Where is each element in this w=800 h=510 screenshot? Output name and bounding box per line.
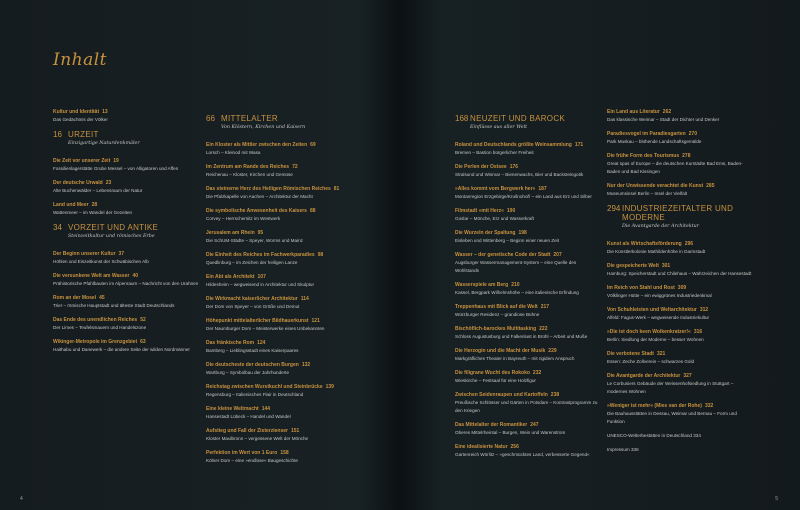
entry-page-number: 63: [140, 339, 146, 345]
toc-entry[interactable]: [53, 108, 199, 124]
entry-subtitle: Goslar – Mönche, Erz und Wasserkraft: [455, 216, 534, 221]
entry-subtitle: Alte Buchenwälder – Lebensraum der Natur: [53, 188, 143, 193]
entry-title-line: [53, 272, 199, 280]
entry-subtitle: Das Gedächtnis der Völker: [53, 117, 108, 122]
entry-subtitle: Das klassische Weimar – Stadt der Dichter und Denker: [607, 117, 720, 122]
entry-subtitle: Die Bauhausstätten in Dessau, Weimar und Bernau – Form und Funktion: [607, 411, 737, 424]
entry-subtitle: Die Künstlerkolonie Mathildenhöhe in Darmstadt: [607, 249, 706, 254]
entry-subtitle: Regensburg – Italienisches Flair in Deutschland: [206, 392, 304, 397]
entry-subtitle: Wieskirche – Festsaal für eine Holzfigur: [455, 378, 536, 383]
entry-title-line: [53, 338, 199, 346]
entry-title: Die Avantgarde der Architektur: [607, 373, 681, 379]
entry-title: Das Mittelalter der Romantiker: [455, 422, 528, 428]
chapter-subtitle: Einflüsse aus aller Welt: [470, 125, 528, 130]
entry-subtitle: Höhlen und Eiszeitkunst der Schwäbischen Alb: [53, 259, 149, 264]
chapter-heading[interactable]: [206, 114, 352, 131]
chapter-page-number: 294: [607, 204, 621, 213]
entry-title-line: [607, 240, 753, 248]
entry-title: Eine idealisierte Natur: [455, 444, 508, 450]
chapter-heading-body: [68, 223, 158, 240]
entry-page-number: 198: [518, 230, 527, 236]
entry-title: Der deutsche Urwald: [53, 180, 103, 186]
entry-subtitle: Impressum 336: [607, 447, 639, 452]
entry-title: »Weniger ist mehr« (Mies van der Rohe): [607, 403, 702, 409]
entry-page-number: 332: [704, 403, 714, 409]
chapter-subtitle: Die Avantgarde der Architektur: [622, 224, 700, 229]
chapter-heading[interactable]: [53, 130, 199, 147]
entry-page-number: 28: [91, 202, 98, 208]
chapter-subtitle: Einzigartige Naturdenkmäler: [68, 141, 140, 146]
toc-entry[interactable]: [455, 281, 601, 297]
entry-page-number: 114: [300, 296, 309, 302]
entry-title-line: [53, 108, 199, 116]
chapter-heading-body: [221, 114, 305, 131]
entry-subtitle: Gartenreich Wörlitz – »geschmücktes Land, verbesserte Gegend«: [455, 452, 590, 457]
entry-title: Höhepunkt mittelalterlicher Bildhauerkunst: [206, 318, 309, 324]
entry-page-number: 270: [688, 131, 697, 137]
toc-entry[interactable]: [206, 427, 352, 443]
chapter-title: MITTELALTER: [221, 114, 278, 123]
entry-subtitle: Der Dom von Speyer – von Größe und Demut: [206, 304, 300, 309]
chapter-title: INDUSTRIEZEITALTER UND MODERNE: [622, 204, 734, 222]
entry-title: Kunst als Wirtschaftsförderung: [607, 241, 682, 247]
toc-entry[interactable]: [607, 182, 753, 198]
entry-title: Die deutscheste der deutschen Burgen: [206, 362, 299, 368]
entry-subtitle: Corvey – Herrschersitz im Westwerk: [206, 216, 281, 221]
entry-title: Jerusalem am Rhein: [206, 230, 255, 236]
entry-title-line: [455, 251, 601, 259]
entry-title-line: [455, 443, 601, 451]
toc-entry[interactable]: [607, 432, 753, 440]
entry-subtitle: Kassel, Bergpark Wilhelmshöhe – eine italienische Erfindung: [455, 290, 579, 295]
entry-page-number: 158: [280, 450, 289, 456]
entry-title-line: [607, 350, 753, 358]
entry-subtitle: Hildesheim – wegweisend in Architektur und Skulptur: [206, 282, 315, 287]
entry-subtitle: Würzburger Residenz – grandiose Bühne: [455, 312, 540, 317]
entry-title: Die Perlen der Ostsee: [455, 164, 507, 170]
entry-subtitle: Der Naumburger Dom – Meisterwerke eines Unbekannten: [206, 326, 325, 331]
entry-subtitle: Bamberg – Lieblingsstadt eines Kaiserpaares: [206, 348, 299, 353]
entry-subtitle: Völklinger Hütte – ein ewiggrünes Industriedenkmal: [607, 293, 712, 298]
entry-subtitle: Hansestadt Lübeck – Handel und Wandel: [206, 414, 291, 419]
entry-title-line: [53, 294, 199, 302]
entry-title: Die Zeit vor unserer Zeit: [53, 158, 111, 164]
entry-page-number: 95: [257, 230, 264, 236]
toc-entry[interactable]: [455, 141, 601, 157]
entry-title-line: [455, 303, 601, 311]
toc-entry[interactable]: [206, 339, 352, 355]
entry-page-number: 40: [132, 273, 138, 279]
entry-page-number: 321: [656, 351, 666, 357]
entry-title: Paradiesvogel im Paradiesgarten: [607, 131, 686, 137]
folio-right: 5: [775, 496, 778, 502]
entry-title: Roland und Deutschlands größte Weinsammlung: [455, 142, 572, 148]
entry-page-number: 69: [310, 142, 316, 148]
entry-title-line: [607, 328, 753, 336]
toc-entry[interactable]: [607, 240, 753, 256]
entry-page-number: 19: [113, 158, 119, 164]
entry-title-line: [206, 383, 352, 391]
entry-title: Wasser – der genetische Code der Stadt: [455, 252, 551, 258]
chapter-page-number: 34: [53, 223, 62, 232]
toc-entry[interactable]: [455, 251, 601, 275]
entry-page-number: 107: [257, 274, 266, 280]
entry-title: Das fränkische Rom: [206, 340, 255, 346]
entry-title: »Alles kommt vom Bergwerk her«: [455, 186, 536, 192]
toc-entry[interactable]: [455, 207, 601, 223]
entry-title-line: [206, 449, 352, 457]
entry-subtitle: Wartburg – Symbolbau der Jahrhunderte: [206, 370, 290, 375]
toc-entry[interactable]: [455, 347, 601, 363]
entry-title-line: [455, 421, 601, 429]
entry-page-number: 176: [509, 164, 519, 170]
chapter-page-number: 66: [206, 114, 215, 123]
toc-entry[interactable]: [206, 273, 352, 289]
entry-title: Von Schuhleisten und Weltarchitektur: [607, 307, 697, 313]
entry-title-line: [206, 163, 352, 171]
entry-title: Wasserspiele am Berg: [455, 282, 509, 288]
toc-entry[interactable]: [607, 402, 753, 426]
toc-entry[interactable]: [607, 446, 753, 454]
entry-title-line: [455, 229, 601, 237]
entry-title: Die frühe Form des Tourismus: [607, 153, 680, 159]
entry-page-number: 139: [325, 384, 334, 390]
entry-subtitle: Prähistorische Pfahlbauten im Alpenraum – Nachricht von den Urahnen: [53, 281, 199, 286]
toc-entry[interactable]: [206, 163, 352, 179]
entry-subtitle: Park Muskau – blühende Landschaftsgemälde: [607, 139, 702, 144]
entry-page-number: 98: [317, 252, 324, 258]
entry-title-line: [607, 306, 753, 314]
chapter-heading-body: [622, 204, 753, 230]
entry-title-line: [455, 163, 601, 171]
entry-subtitle: Berlin: Siedlung der Moderne – besser Wohnen: [607, 337, 704, 342]
toc-entry[interactable]: [607, 108, 753, 124]
entry-page-number: 229: [548, 348, 557, 354]
toc-entry[interactable]: [607, 152, 753, 176]
entry-title: Die Herzogin und die Macht der Musik: [455, 348, 546, 354]
entry-page-number: 187: [538, 186, 547, 192]
entry-title-line: [455, 325, 601, 333]
toc-entry[interactable]: [206, 229, 352, 245]
toc-entry[interactable]: [455, 421, 601, 437]
entry-title-line: [455, 281, 601, 289]
entry-title-line: [607, 108, 753, 116]
chapter-subtitle: Von Klöstern, Kirchen und Kaisern: [221, 125, 306, 130]
entry-subtitle: Kloster Maulbronn – vergessene Welt der Mönche: [206, 436, 309, 441]
entry-title: Die Wirkmacht kaiserlicher Architektur: [206, 296, 298, 302]
entry-title: Im Reich von Stahl und Rost: [607, 285, 675, 291]
chapter-heading-body: [470, 114, 565, 131]
entry-page-number: 278: [682, 153, 691, 159]
toc-entry[interactable]: [206, 141, 352, 157]
entry-title: Die Wurzeln der Spaltung: [455, 230, 516, 236]
entry-title: Ein Kloster als Mittler zwischen den Zeiten: [206, 142, 308, 148]
entry-title-line: [206, 207, 352, 215]
entry-title-line: [455, 185, 601, 193]
entry-page-number: 285: [706, 183, 715, 189]
entry-page-number: 262: [662, 109, 672, 115]
toc-entry[interactable]: [455, 391, 601, 415]
toc-entry[interactable]: [53, 250, 199, 266]
entry-page-number: 190: [506, 208, 516, 214]
entry-title: »Die ist doch keen Wolkenkratzer!«: [607, 329, 691, 335]
entry-page-number: 309: [677, 285, 687, 291]
entry-page-number: 316: [693, 329, 703, 335]
chapter-heading[interactable]: [53, 223, 199, 240]
toc-column: [53, 108, 199, 360]
page-title: Inhalt: [53, 50, 108, 70]
entry-title: Das steinerne Herz des Heiligen Römischen Reiches: [206, 186, 331, 192]
entry-page-number: 232: [532, 370, 542, 376]
toc-entry[interactable]: [53, 201, 199, 217]
entry-title: Bischöflich-barockes Multitasking: [455, 326, 537, 332]
entry-subtitle: Quedlinburg – im Zeichen der heiligen Lanze: [206, 260, 298, 265]
entry-subtitle: Alfeld: Fagus-Werk – wegweisende Industriekultur: [607, 315, 710, 320]
toc-entry[interactable]: [455, 303, 601, 319]
entry-title: Ein Land aus Literatur: [607, 109, 660, 115]
toc-entry[interactable]: [455, 369, 601, 385]
toc-entry[interactable]: [607, 262, 753, 278]
toc-entry[interactable]: [53, 294, 199, 310]
entry-title-line: [53, 201, 199, 209]
entry-subtitle: Wattenmeer – im Wandel der Gezeiten: [53, 210, 133, 215]
entry-page-number: 256: [510, 444, 519, 450]
entry-title: Aufstieg und Fall der Zisterzienser: [206, 428, 288, 434]
toc-entry[interactable]: [607, 130, 753, 146]
entry-title-line: [206, 361, 352, 369]
entry-title-line: [607, 284, 753, 292]
entry-page-number: 45: [99, 295, 105, 301]
toc-entry[interactable]: [455, 163, 601, 179]
entry-title-line: [53, 179, 199, 187]
toc-entry[interactable]: [206, 361, 352, 377]
toc-column: [206, 108, 352, 471]
toc-entry[interactable]: [206, 405, 352, 421]
entry-subtitle: Markgräfliches Theater in Bayreuth – mit rigidem Anspruch: [455, 356, 575, 361]
entry-subtitle: Museumsinsel Berlin – Insel der Vielfalt: [607, 191, 688, 196]
entry-page-number: 52: [140, 317, 146, 323]
entry-title: Zwischen Seidenraupen und Kartoffeln: [455, 392, 548, 398]
entry-subtitle: Hamburg: Speicherstadt und Chilehaus – Wahrzeichen der Hansestadt: [607, 271, 752, 276]
entry-subtitle: Augsburger Wassermanagement-System – eine Quelle des Wohlstands: [455, 260, 577, 273]
entry-subtitle: Trier – römische Hauptstadt und älteste Stadt Deutschlands: [53, 303, 175, 308]
entry-title-line: [455, 141, 601, 149]
toc-column: [607, 108, 753, 460]
entry-page-number: 217: [540, 304, 550, 310]
chapter-page-number: 16: [53, 130, 62, 139]
entry-title: Treppenhaus mit Blick auf die Welt: [455, 304, 538, 310]
toc-entry[interactable]: [206, 207, 352, 223]
entry-subtitle: Fossilienlagerstätte Grube Messel – von Alligatoren und Affen: [53, 166, 179, 171]
toc-column: [455, 108, 601, 465]
toc-entry[interactable]: [53, 338, 199, 354]
entry-subtitle: Schloss Augustusburg und Falkenlust in Brühl – Arbeit und Muße: [455, 334, 588, 339]
entry-title-line: [206, 339, 352, 347]
entry-subtitle: UNESCO-Welterbestätten in Deutschland 334: [607, 433, 701, 438]
entry-page-number: 13: [102, 109, 108, 115]
entry-subtitle: Oberes Mittelrheintal – Burgen, Wein und Warenstrom: [455, 430, 566, 435]
entry-page-number: 238: [550, 392, 560, 398]
chapter-heading[interactable]: [607, 204, 753, 230]
entry-title-line: [607, 182, 753, 190]
toc-entry[interactable]: [607, 350, 753, 366]
toc-entry[interactable]: [455, 185, 601, 201]
toc-entry[interactable]: [206, 383, 352, 399]
entry-subtitle: Le Corbusiers Gebäude der Weissenhofsiedlung in Stuttgart – modernes Wohnen: [607, 381, 734, 394]
entry-subtitle: Der Limes – Teufelsmauern und Handelszone: [53, 325, 147, 330]
entry-title: Nur der Unwissende verachtet die Kunst: [607, 183, 704, 189]
entry-title-line: [206, 427, 352, 435]
entry-title-line: [206, 251, 352, 259]
entry-subtitle: Montanregion Erzgebirge/Krušnohoří – ein Land aus Erz und Silber: [455, 194, 592, 199]
entry-subtitle: Great spas of Europe – die deutschen Kurstädte Bad Ems, Baden-Baden und Bad Kissingen: [607, 161, 743, 174]
chapter-title: URZEIT: [68, 130, 99, 139]
entry-title: Reichstag zwischen Wurstkuchl und Steinbrücke: [206, 384, 323, 390]
entry-title-line: [607, 262, 753, 270]
entry-title: Die symbolische Anwesenheit des Kaisers: [206, 208, 307, 214]
toc-entry[interactable]: [206, 449, 352, 465]
chapter-title: VORZEIT UND ANTIKE: [68, 223, 159, 232]
toc-entry[interactable]: [607, 372, 753, 396]
toc-entry[interactable]: [607, 328, 753, 344]
entry-title: Kultur und Identität: [53, 109, 100, 115]
entry-page-number: 222: [539, 326, 548, 332]
entry-title-line: [206, 141, 352, 149]
entry-page-number: 151: [290, 428, 300, 434]
toc-entry[interactable]: [607, 284, 753, 300]
entry-title-line: [53, 250, 199, 258]
entry-subtitle: Eisleben und Wittenberg – Beginn einer neuen Zeit: [455, 238, 559, 243]
entry-page-number: 171: [574, 142, 584, 148]
entry-page-number: 210: [511, 282, 520, 288]
entry-title: Perfektion im Wert von 1 Euro: [206, 450, 278, 456]
folio-left: 4: [20, 496, 23, 502]
entry-page-number: 144: [261, 406, 271, 412]
entry-title: Die filigrane Wucht des Rokoko: [455, 370, 530, 376]
toc-entry[interactable]: [206, 185, 352, 201]
entry-page-number: 132: [301, 362, 311, 368]
entry-title-line: [206, 273, 352, 281]
entry-title: Die gespeicherte Welt: [607, 263, 659, 269]
entry-title: Das Ende des unendlichen Reiches: [53, 317, 138, 323]
entry-title-line: [455, 369, 601, 377]
entry-title-line: [607, 152, 753, 160]
entry-subtitle: Stralsund und Wismar – Bienenwachs, Bier und Backsteingotik: [455, 172, 584, 177]
chapter-page-number: 168: [455, 114, 469, 123]
entry-subtitle: Preußische Schlösser und Gärten in Potsdam – Kontrastprogramm zu den Kriegen: [455, 400, 598, 413]
entry-title: Eine kleine Weltmacht: [206, 406, 259, 412]
toc-entry[interactable]: [206, 317, 352, 333]
entry-title-line: [206, 295, 352, 303]
entry-title-line: [53, 316, 199, 324]
entry-subtitle: Haithabu und Danewerk – die andere Seite der wilden Nordmänner: [53, 347, 190, 352]
entry-page-number: 72: [292, 164, 298, 170]
toc-entry[interactable]: [455, 325, 601, 341]
toc-entry[interactable]: [455, 229, 601, 245]
entry-title-line: [607, 130, 753, 138]
entry-title: Die verbotene Stadt: [607, 351, 654, 357]
toc-entry[interactable]: [206, 251, 352, 267]
entry-subtitle: Essen: Zeche Zollverein – schwarzes Gold: [607, 359, 695, 364]
toc-entry[interactable]: [53, 316, 199, 332]
entry-title-line: [206, 405, 352, 413]
entry-subtitle: Reichenau – Kloster, Kirchen und Gemüse: [206, 172, 293, 177]
entry-page-number: 121: [311, 318, 320, 324]
entry-title-line: [206, 229, 352, 237]
entry-title: Die versunkene Welt am Wasser: [53, 273, 130, 279]
entry-page-number: 207: [553, 252, 562, 258]
entry-title: Rom an der Mosel: [53, 295, 97, 301]
entry-title-line: [206, 317, 352, 325]
toc-entry[interactable]: [607, 306, 753, 322]
toc-entry[interactable]: [455, 443, 601, 459]
chapter-title: NEUZEIT UND BAROCK: [470, 114, 566, 123]
entry-page-number: 23: [105, 180, 112, 186]
entry-title: Die Einheit des Reiches im Fachwerkparadies: [206, 252, 315, 258]
entry-page-number: 312: [699, 307, 709, 313]
entry-page-number: 124: [257, 340, 266, 346]
entry-subtitle: Die Pfalzkapelle von Aachen – Architektur der Macht: [206, 194, 313, 199]
entry-title-line: [455, 207, 601, 215]
chapter-heading-body: [68, 130, 140, 147]
entry-page-number: 327: [683, 373, 692, 379]
entry-title: Der Beginn unserer Kultur: [53, 251, 116, 257]
entry-title: Ein Abt als Architekt: [206, 274, 255, 280]
entry-title-line: [53, 157, 199, 165]
entry-page-number: 88: [309, 208, 316, 214]
entry-page-number: 301: [661, 263, 671, 269]
toc-entry[interactable]: [53, 272, 199, 288]
entry-page-number: 81: [333, 186, 340, 192]
entry-title-line: [455, 391, 601, 399]
chapter-heading[interactable]: [455, 114, 601, 131]
toc-entry[interactable]: [53, 179, 199, 195]
entry-subtitle: Kölner Dom – eine »endlose« Baugeschichte: [206, 458, 298, 463]
entry-title-line: [607, 372, 753, 380]
entry-page-number: 37: [118, 251, 125, 257]
entry-title: Filmstadt »mit Herz«: [455, 208, 504, 214]
entry-title: Land und Meer: [53, 202, 89, 208]
entry-page-number: 296: [684, 241, 694, 247]
toc-entry[interactable]: [53, 157, 199, 173]
entry-title-line: [206, 185, 352, 193]
entry-title-line: [607, 402, 753, 410]
entry-page-number: 247: [530, 422, 539, 428]
chapter-subtitle: Steinzeitkultur und römisches Erbe: [68, 234, 155, 239]
entry-title-line: [455, 347, 601, 355]
entry-title: Im Zentrum am Rande des Reiches: [206, 164, 290, 170]
entry-title: Wikinger-Metropole im Grenzgebiet: [53, 339, 138, 345]
toc-entry[interactable]: [206, 295, 352, 311]
entry-subtitle: Bremen – Bastion bürgerlicher Freiheit: [455, 150, 534, 155]
entry-subtitle: Die SchUM-Städte – Speyer, Worms und Mainz: [206, 238, 303, 243]
entry-subtitle: Lorsch – Kleinod mit Wasa: [206, 150, 261, 155]
